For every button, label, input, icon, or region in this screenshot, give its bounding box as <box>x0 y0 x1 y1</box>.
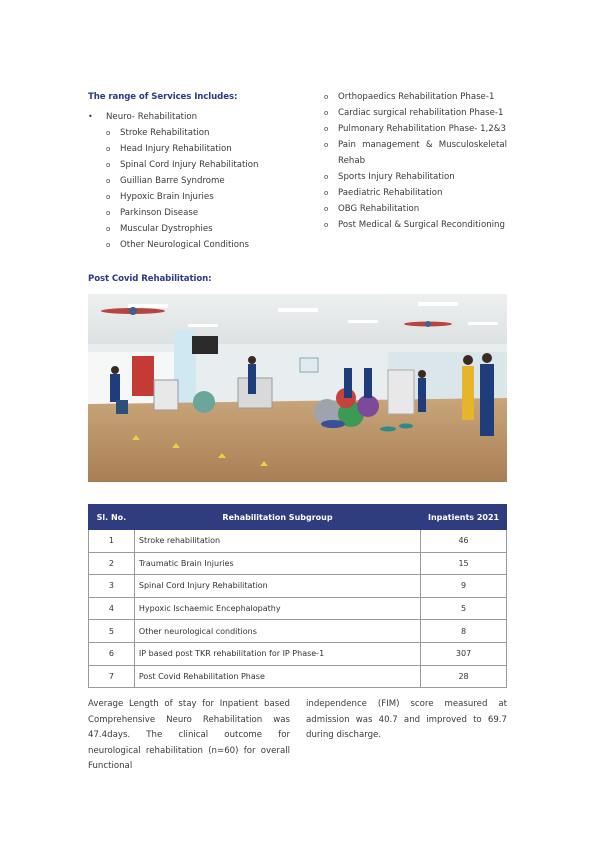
list-item <box>106 173 303 189</box>
cell-sl-no: 3 <box>89 575 135 598</box>
cell-sl-no: 1 <box>89 530 135 553</box>
circle-bullet-icon: o <box>106 193 111 201</box>
cell-inpatients: 9 <box>421 575 507 598</box>
cell-inpatients: 15 <box>421 552 507 575</box>
cell-sl-no: 7 <box>89 665 135 688</box>
circle-bullet-icon: o <box>106 241 111 249</box>
list-item <box>324 185 507 201</box>
list-item-label: Other Neurological Conditions <box>120 240 249 250</box>
col-header-inpatients: Inpatients 2021 <box>421 505 507 530</box>
list-item <box>324 105 507 121</box>
list-item-label: Paediatric Rehabilitation <box>338 188 443 198</box>
table-row <box>89 642 507 665</box>
cell-sl-no: 5 <box>89 620 135 643</box>
list-item <box>106 141 303 157</box>
circle-bullet-icon: o <box>106 209 111 217</box>
bullet-icon: • <box>88 112 93 121</box>
list-item-label: Spinal Cord Injury Rehabilitation <box>120 160 259 170</box>
list-item-label: Hypoxic Brain Injuries <box>120 192 214 202</box>
list-item <box>324 121 507 137</box>
outcome-paragraph-right: independence (FIM) score measured at admission was 40.7 and improved to 69.7 during discharge. <box>306 699 507 740</box>
cell-inpatients: 46 <box>421 530 507 553</box>
neuro-rehab-label: Neuro- Rehabilitation <box>106 112 198 122</box>
list-item <box>106 221 303 237</box>
circle-bullet-icon: o <box>324 93 329 101</box>
list-item-label: OBG Rehabilitation <box>338 204 420 214</box>
cell-inpatients: 28 <box>421 665 507 688</box>
list-item <box>324 201 507 217</box>
cell-subgroup: Spinal Cord Injury Rehabilitation <box>134 575 420 598</box>
cell-subgroup: Traumatic Brain Injuries <box>134 552 420 575</box>
list-item-label: Sports Injury Rehabilitation <box>338 172 455 182</box>
rehab-inpatients-table <box>88 504 507 688</box>
cell-inpatients: 8 <box>421 620 507 643</box>
circle-bullet-icon: o <box>324 125 329 133</box>
services-left-column <box>88 109 303 253</box>
cell-subgroup: Post Covid Rehabilitation Phase <box>134 665 420 688</box>
circle-bullet-icon: o <box>324 109 329 117</box>
cell-inpatients: 307 <box>421 642 507 665</box>
cell-sl-no: 4 <box>89 597 135 620</box>
outcome-paragraph-left: Average Length of stay for Inpatient based Comprehensive Neuro Rehabilitation was 47.4days. The clinical outcome for neurological rehabilitation (n=60) for overall Functional <box>88 699 290 771</box>
list-item <box>106 157 303 173</box>
list-item-label: Head Injury Rehabilitation <box>120 144 232 154</box>
services-heading: The range of Services Includes: <box>88 92 238 102</box>
circle-bullet-icon: o <box>324 141 329 149</box>
list-item-label: Pulmonary Rehabilitation Phase- 1,2&3 <box>338 124 506 134</box>
post-covid-heading: Post Covid Rehabilitation: <box>88 274 212 284</box>
table-row <box>89 665 507 688</box>
neuro-rehab-item <box>88 109 303 125</box>
list-item-label: Pain management & Musculoskeletal Rehab <box>338 140 507 166</box>
table-row <box>89 597 507 620</box>
circle-bullet-icon: o <box>324 173 329 181</box>
services-right-column <box>324 89 507 233</box>
neuro-sublist <box>88 125 303 253</box>
circle-bullet-icon: o <box>106 161 111 169</box>
list-item-label: Cardiac surgical rehabilitation Phase-1 <box>338 108 504 118</box>
circle-bullet-icon: o <box>324 221 329 229</box>
list-item <box>106 189 303 205</box>
circle-bullet-icon: o <box>324 205 329 213</box>
circle-bullet-icon: o <box>324 189 329 197</box>
circle-bullet-icon: o <box>106 225 111 233</box>
cell-subgroup: Other neurological conditions <box>134 620 420 643</box>
cell-inpatients: 5 <box>421 597 507 620</box>
cell-sl-no: 6 <box>89 642 135 665</box>
col-header-subgroup: Rehabilitation Subgroup <box>134 505 420 530</box>
circle-bullet-icon: o <box>106 129 111 137</box>
col-header-sl-no: Sl. No. <box>89 505 135 530</box>
table-row <box>89 552 507 575</box>
circle-bullet-icon: o <box>106 145 111 153</box>
cell-subgroup: IP based post TKR rehabilitation for IP Phase-1 <box>134 642 420 665</box>
list-item <box>106 205 303 221</box>
cell-sl-no: 2 <box>89 552 135 575</box>
list-item-label: Post Medical & Surgical Reconditioning <box>338 220 505 230</box>
list-item <box>324 217 507 233</box>
circle-bullet-icon: o <box>106 177 111 185</box>
list-item-label: Stroke Rehabilitation <box>120 128 210 138</box>
table-header-row <box>89 505 507 530</box>
table-row <box>89 575 507 598</box>
cell-subgroup: Stroke rehabilitation <box>134 530 420 553</box>
list-item <box>106 125 303 141</box>
list-item-label: Parkinson Disease <box>120 208 199 218</box>
list-item-label: Orthopaedics Rehabilitation Phase-1 <box>338 92 495 102</box>
list-item-label: Muscular Dystrophies <box>120 224 213 234</box>
table-row <box>89 620 507 643</box>
list-item <box>324 137 507 169</box>
list-item <box>106 237 303 253</box>
list-item <box>324 89 507 105</box>
list-item <box>324 169 507 185</box>
rehab-gym-photo <box>88 294 507 482</box>
table-row <box>89 530 507 553</box>
cell-subgroup: Hypoxic Ischaemic Encephalopathy <box>134 597 420 620</box>
list-item-label: Guillian Barre Syndrome <box>120 176 225 186</box>
